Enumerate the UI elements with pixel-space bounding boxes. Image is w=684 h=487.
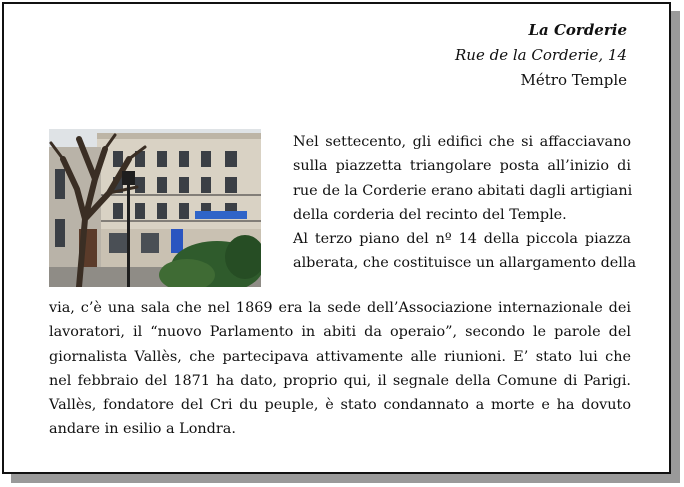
building-photo xyxy=(49,129,261,287)
text-line: andare in esilio a Londra. xyxy=(49,421,236,438)
text-line: giornalista Vallès, che partecipava attivamente alle riunioni. E’ stato lui che xyxy=(49,348,631,365)
text-line: lavoratori, il “nuovo Parlamento in abiti da operaio”, secondo le parole del xyxy=(49,324,631,341)
text-line: via, c’è una sala che nel 1869 era la sede dell’Associazione internazionale dei xyxy=(49,300,631,316)
page-title: La Corderie xyxy=(528,21,627,39)
text-line: nel febbraio del 1871 ha dato, proprio qui, il segnale della Comune di Parigi. xyxy=(49,372,631,389)
text-line: Nel settecento, gli edifici che si affacciavano xyxy=(293,134,631,150)
text-line: sulla piazzetta triangolare posta all’inizio di xyxy=(293,158,631,175)
text-line: alberata, che costituisce un allargamento della xyxy=(293,255,637,272)
header xyxy=(455,18,627,93)
paragraph-bottom xyxy=(49,296,631,442)
text-line: della corderia del recinto del Temple. xyxy=(293,206,567,223)
text-line: rue de la Corderie erano abitati dagli artigiani xyxy=(293,182,633,199)
text-line: Vallès, fondatore del Cri du peuple, è stato condannato a morte e ha dovuto xyxy=(49,397,631,414)
metro-station: Métro Temple xyxy=(520,71,627,89)
page-frame xyxy=(2,2,671,474)
text-line: Al terzo piano del nº 14 della piccola piazza xyxy=(293,231,631,248)
paragraph-top xyxy=(280,130,637,276)
address: Rue de la Corderie, 14 xyxy=(455,46,627,64)
